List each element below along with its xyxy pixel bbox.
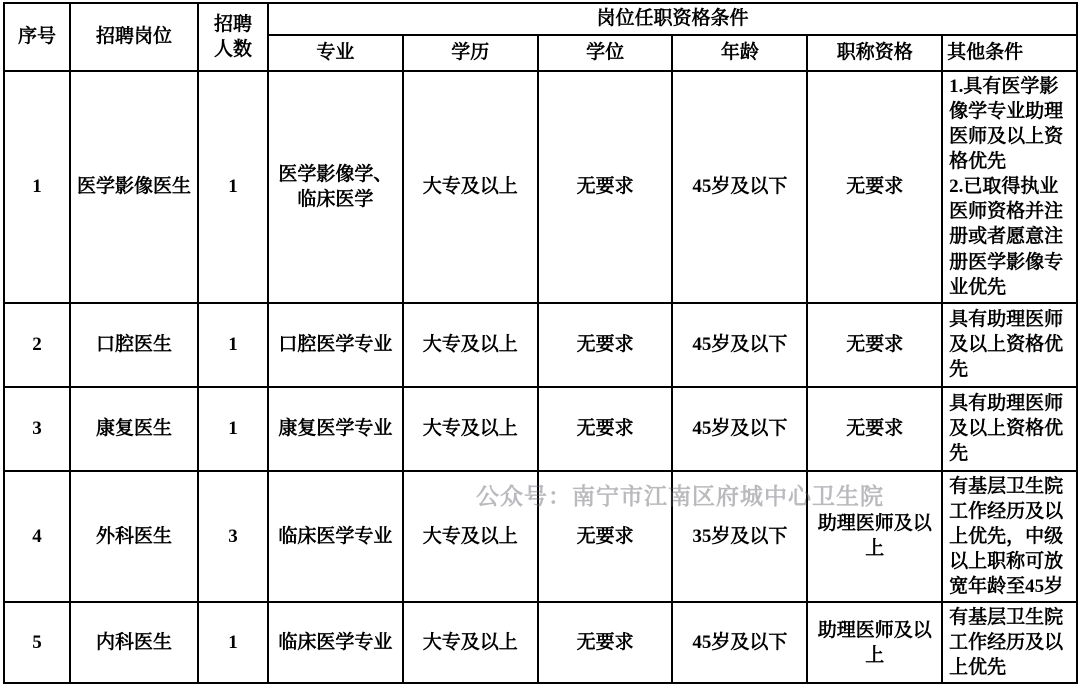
cell-other-text: 1.具有医学影像学专业助理医师及以上资格优先 2.已取得执业医师资格并注册或者愿意注册医学影像专业优先 [949,76,1064,298]
cell-post: 康复医生 [70,387,198,471]
cell-other [942,602,1077,683]
cell-education: 大专及以上 [403,303,538,387]
cell-major: 康复医学专业 [268,387,403,471]
cell-other [942,471,1077,602]
cell-education: 大专及以上 [403,387,538,471]
cell-age: 45岁及以下 [672,71,807,303]
cell-other [942,387,1077,471]
table-header [4,3,1077,71]
cell-other-text: 有基层卫生院工作经历及以上优先 [949,607,1064,679]
cell-major: 临床医学专业 [268,471,403,602]
cell-number: 3 [198,471,268,602]
cell-seq: 3 [4,387,70,471]
column-header-number-line1: 招聘 [213,13,252,35]
cell-major: 口腔医学专业 [268,303,403,387]
cell-number: 1 [198,387,268,471]
column-header-seq: 序号 [4,3,70,71]
column-header-number [198,3,268,71]
table-body [4,71,1077,683]
cell-age: 35岁及以下 [672,471,807,602]
watermark-text: 公众号：南宁市江南区府城中心卫生院 [476,483,884,509]
column-header-post: 招聘岗位 [70,3,198,71]
cell-education: 大专及以上 [403,71,538,303]
cell-other-text: 具有助理医师及以上资格优先 [949,393,1064,465]
cell-title: 无要求 [807,71,942,303]
column-header-degree: 学位 [538,35,673,71]
cell-number: 1 [198,71,268,303]
cell-education: 大专及以上 [403,602,538,683]
column-header-age: 年龄 [672,35,807,71]
cell-title: 无要求 [807,303,942,387]
column-header-education: 学历 [403,35,538,71]
cell-title: 助理医师及以上 [807,471,942,602]
cell-seq: 2 [4,303,70,387]
cell-degree: 无要求 [538,387,673,471]
table-row [4,602,1077,683]
cell-post: 外科医生 [70,471,198,602]
cell-major: 临床医学专业 [268,602,403,683]
column-header-title: 职称资格 [807,35,942,71]
table-row [4,71,1077,303]
table-row [4,387,1077,471]
cell-title: 无要求 [807,387,942,471]
cell-post: 医学影像医生 [70,71,198,303]
cell-other [942,303,1077,387]
cell-education: 大专及以上 [403,471,538,602]
cell-other-text: 具有助理医师及以上资格优先 [949,309,1064,381]
table-header-row-1 [4,3,1077,35]
cell-number: 1 [198,303,268,387]
cell-number: 1 [198,602,268,683]
table-row [4,471,1077,602]
column-header-qualification-group: 岗位任职资格条件 [268,3,1077,35]
cell-post: 内科医生 [70,602,198,683]
column-header-other: 其他条件 [942,35,1077,71]
cell-major: 医学影像学、临床医学 [268,71,403,303]
column-header-major: 专业 [268,35,403,71]
recruitment-table [3,2,1078,684]
cell-seq: 5 [4,602,70,683]
column-header-number-line2: 人数 [213,39,252,60]
cell-seq: 4 [4,471,70,602]
cell-post: 口腔医生 [70,303,198,387]
table-row [4,303,1077,387]
cell-age: 45岁及以下 [672,387,807,471]
cell-age: 45岁及以下 [672,303,807,387]
cell-age: 45岁及以下 [672,602,807,683]
cell-degree: 无要求 [538,71,673,303]
cell-seq: 1 [4,71,70,303]
cell-other-text: 有基层卫生院工作经历及以上优先，中级以上职称可放宽年龄至45岁 [949,475,1064,598]
cell-title: 助理医师及以上 [807,602,942,683]
cell-degree: 无要求 [538,471,673,602]
cell-degree: 无要求 [538,602,673,683]
cell-degree: 无要求 [538,303,673,387]
cell-other [942,71,1077,303]
